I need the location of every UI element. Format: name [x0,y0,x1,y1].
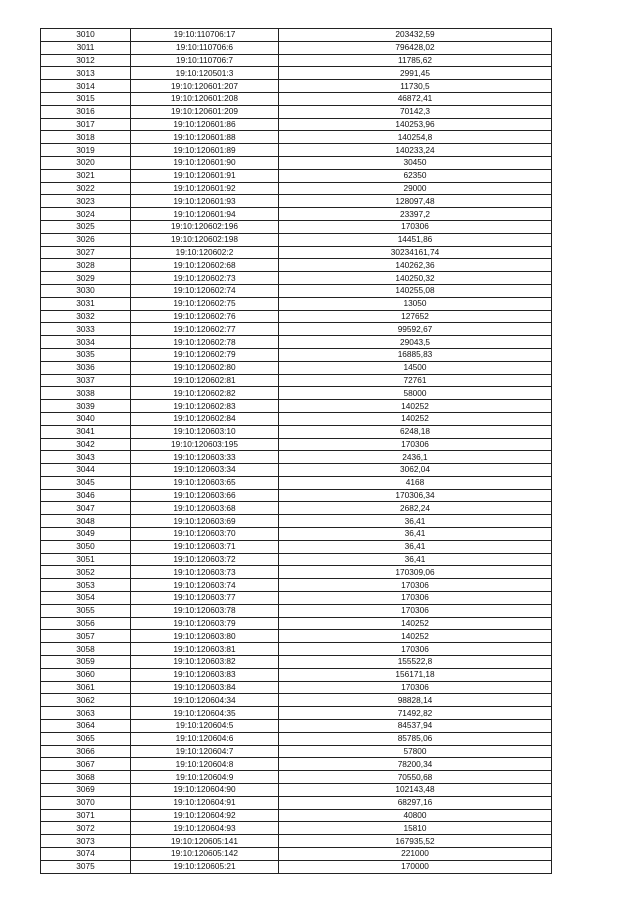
row-number-cell: 3044 [41,464,131,477]
value-cell: 170309,06 [279,566,552,579]
table-row [41,118,552,131]
value-cell: 30450 [279,156,552,169]
table-row [41,720,552,733]
row-number-cell: 3062 [41,694,131,707]
table-row [41,784,552,797]
row-number-cell: 3028 [41,259,131,272]
row-number-cell: 3014 [41,80,131,93]
cadastral-number-cell: 19:10:120604:92 [131,809,279,822]
value-cell: 6248,18 [279,425,552,438]
table-row [41,822,552,835]
cadastral-number-cell: 19:10:120605:142 [131,848,279,861]
cadastral-number-cell: 19:10:120603:71 [131,540,279,553]
value-cell: 2436,1 [279,451,552,464]
table-row [41,579,552,592]
cadastral-number-cell: 19:10:120603:74 [131,579,279,592]
cadastral-number-cell: 19:10:120603:34 [131,464,279,477]
value-cell: 140254,8 [279,131,552,144]
table-body [41,29,552,874]
cadastral-number-cell: 19:10:120604:93 [131,822,279,835]
value-cell: 170000 [279,860,552,873]
value-cell: 140262,36 [279,259,552,272]
value-cell: 23397,2 [279,208,552,221]
table-row [41,54,552,67]
value-cell: 140252 [279,617,552,630]
value-cell: 57800 [279,745,552,758]
row-number-cell: 3036 [41,361,131,374]
table-row [41,348,552,361]
value-cell: 140250,32 [279,272,552,285]
row-number-cell: 3035 [41,348,131,361]
table-row [41,412,552,425]
value-cell: 140233,24 [279,144,552,157]
table-row [41,796,552,809]
row-number-cell: 3049 [41,528,131,541]
row-number-cell: 3012 [41,54,131,67]
row-number-cell: 3021 [41,169,131,182]
row-number-cell: 3010 [41,29,131,42]
row-number-cell: 3016 [41,105,131,118]
value-cell: 72761 [279,374,552,387]
value-cell: 15810 [279,822,552,835]
value-cell: 68297,16 [279,796,552,809]
row-number-cell: 3013 [41,67,131,80]
table-row [41,515,552,528]
table-row [41,387,552,400]
value-cell: 29043,5 [279,336,552,349]
cadastral-number-cell: 19:10:120603:77 [131,592,279,605]
row-number-cell: 3070 [41,796,131,809]
value-cell: 99592,67 [279,323,552,336]
value-cell: 11730,5 [279,80,552,93]
value-cell: 170306 [279,643,552,656]
value-cell: 29000 [279,182,552,195]
row-number-cell: 3064 [41,720,131,733]
table-row [41,745,552,758]
value-cell: 170306 [279,220,552,233]
cadastral-number-cell: 19:10:120603:73 [131,566,279,579]
cadastral-number-cell: 19:10:120602:83 [131,400,279,413]
cadastral-number-cell: 19:10:120601:209 [131,105,279,118]
row-number-cell: 3033 [41,323,131,336]
cadastral-number-cell: 19:10:120603:82 [131,656,279,669]
cadastral-number-cell: 19:10:120602:84 [131,412,279,425]
table-row [41,668,552,681]
table-row [41,860,552,873]
table-row [41,540,552,553]
row-number-cell: 3024 [41,208,131,221]
cadastral-number-cell: 19:10:120602:82 [131,387,279,400]
value-cell: 170306 [279,604,552,617]
value-cell: 2991,45 [279,67,552,80]
row-number-cell: 3073 [41,835,131,848]
row-number-cell: 3048 [41,515,131,528]
table-row [41,502,552,515]
value-cell: 221000 [279,848,552,861]
row-number-cell: 3039 [41,400,131,413]
cadastral-number-cell: 19:10:120603:33 [131,451,279,464]
value-cell: 14500 [279,361,552,374]
cadastral-number-cell: 19:10:120602:198 [131,233,279,246]
cadastral-number-cell: 19:10:120601:90 [131,156,279,169]
row-number-cell: 3020 [41,156,131,169]
row-number-cell: 3011 [41,41,131,54]
value-cell: 140255,08 [279,284,552,297]
cadastral-number-cell: 19:10:120601:207 [131,80,279,93]
row-number-cell: 3023 [41,195,131,208]
table-row [41,195,552,208]
value-cell: 170306,34 [279,489,552,502]
value-cell: 203432,59 [279,29,552,42]
table-row [41,617,552,630]
row-number-cell: 3053 [41,579,131,592]
value-cell: 167935,52 [279,835,552,848]
cadastral-value-table [40,28,552,874]
row-number-cell: 3057 [41,630,131,643]
cadastral-number-cell: 19:10:120602:78 [131,336,279,349]
row-number-cell: 3058 [41,643,131,656]
cadastral-number-cell: 19:10:120601:92 [131,182,279,195]
table-row [41,310,552,323]
value-cell: 140253,96 [279,118,552,131]
value-cell: 796428,02 [279,41,552,54]
value-cell: 98828,14 [279,694,552,707]
table-row [41,438,552,451]
cadastral-number-cell: 19:10:120604:34 [131,694,279,707]
table-row [41,92,552,105]
cadastral-number-cell: 19:10:120603:69 [131,515,279,528]
value-cell: 14451,86 [279,233,552,246]
row-number-cell: 3037 [41,374,131,387]
row-number-cell: 3041 [41,425,131,438]
row-number-cell: 3065 [41,732,131,745]
cadastral-number-cell: 19:10:120601:86 [131,118,279,131]
row-number-cell: 3027 [41,246,131,259]
table-row [41,131,552,144]
row-number-cell: 3072 [41,822,131,835]
value-cell: 36,41 [279,515,552,528]
value-cell: 71492,82 [279,707,552,720]
table-row [41,29,552,42]
cadastral-number-cell: 19:10:120602:75 [131,297,279,310]
value-cell: 155522,8 [279,656,552,669]
table-row [41,592,552,605]
table-row [41,220,552,233]
cadastral-number-cell: 19:10:120602:76 [131,310,279,323]
row-number-cell: 3019 [41,144,131,157]
value-cell: 156171,18 [279,668,552,681]
cadastral-number-cell: 19:10:120601:88 [131,131,279,144]
table-row [41,681,552,694]
table-row [41,233,552,246]
table-row [41,707,552,720]
value-cell: 46872,41 [279,92,552,105]
table-row [41,182,552,195]
cadastral-number-cell: 19:10:110706:7 [131,54,279,67]
cadastral-number-cell: 19:10:120602:77 [131,323,279,336]
value-cell: 2682,24 [279,502,552,515]
value-cell: 13050 [279,297,552,310]
row-number-cell: 3051 [41,553,131,566]
cadastral-number-cell: 19:10:110706:6 [131,41,279,54]
table-row [41,374,552,387]
cadastral-number-cell: 19:10:120604:90 [131,784,279,797]
table-row [41,323,552,336]
cadastral-number-cell: 19:10:120605:141 [131,835,279,848]
row-number-cell: 3018 [41,131,131,144]
table-row [41,566,552,579]
cadastral-number-cell: 19:10:110706:17 [131,29,279,42]
value-cell: 58000 [279,387,552,400]
value-cell: 70142,3 [279,105,552,118]
row-number-cell: 3031 [41,297,131,310]
value-cell: 36,41 [279,528,552,541]
cadastral-number-cell: 19:10:120603:66 [131,489,279,502]
cadastral-number-cell: 19:10:120601:94 [131,208,279,221]
cadastral-number-cell: 19:10:120602:196 [131,220,279,233]
row-number-cell: 3034 [41,336,131,349]
table-row [41,41,552,54]
row-number-cell: 3052 [41,566,131,579]
table-row [41,771,552,784]
row-number-cell: 3075 [41,860,131,873]
cadastral-number-cell: 19:10:120603:78 [131,604,279,617]
row-number-cell: 3040 [41,412,131,425]
value-cell: 4168 [279,476,552,489]
row-number-cell: 3063 [41,707,131,720]
table-row [41,732,552,745]
cadastral-number-cell: 19:10:120603:83 [131,668,279,681]
cadastral-number-cell: 19:10:120603:80 [131,630,279,643]
table-row [41,156,552,169]
value-cell: 16885,83 [279,348,552,361]
row-number-cell: 3045 [41,476,131,489]
table-row [41,809,552,822]
row-number-cell: 3074 [41,848,131,861]
row-number-cell: 3030 [41,284,131,297]
cadastral-number-cell: 19:10:120602:80 [131,361,279,374]
row-number-cell: 3059 [41,656,131,669]
row-number-cell: 3029 [41,272,131,285]
value-cell: 170306 [279,438,552,451]
table-row [41,604,552,617]
value-cell: 84537,94 [279,720,552,733]
row-number-cell: 3047 [41,502,131,515]
table-row [41,489,552,502]
cadastral-number-cell: 19:10:120603:81 [131,643,279,656]
value-cell: 128097,48 [279,195,552,208]
value-cell: 127652 [279,310,552,323]
table-row [41,208,552,221]
cadastral-number-cell: 19:10:120603:84 [131,681,279,694]
cadastral-number-cell: 19:10:120603:72 [131,553,279,566]
cadastral-number-cell: 19:10:120603:68 [131,502,279,515]
cadastral-number-cell: 19:10:120601:89 [131,144,279,157]
row-number-cell: 3056 [41,617,131,630]
table-row [41,272,552,285]
row-number-cell: 3067 [41,758,131,771]
cadastral-number-cell: 19:10:120604:91 [131,796,279,809]
value-cell: 140252 [279,630,552,643]
cadastral-number-cell: 19:10:120501:3 [131,67,279,80]
cadastral-number-cell: 19:10:120602:79 [131,348,279,361]
table-row [41,758,552,771]
table-row [41,694,552,707]
cadastral-number-cell: 19:10:120604:5 [131,720,279,733]
value-cell: 170306 [279,579,552,592]
table-row [41,553,552,566]
value-cell: 170306 [279,681,552,694]
table-row [41,630,552,643]
table-row [41,848,552,861]
cadastral-number-cell: 19:10:120604:8 [131,758,279,771]
cadastral-number-cell: 19:10:120602:68 [131,259,279,272]
table-row [41,67,552,80]
row-number-cell: 3068 [41,771,131,784]
row-number-cell: 3043 [41,451,131,464]
cadastral-number-cell: 19:10:120602:73 [131,272,279,285]
row-number-cell: 3026 [41,233,131,246]
value-cell: 140252 [279,412,552,425]
cadastral-number-cell: 19:10:120603:65 [131,476,279,489]
table-row [41,451,552,464]
value-cell: 3062,04 [279,464,552,477]
table-row [41,169,552,182]
row-number-cell: 3066 [41,745,131,758]
table-row [41,336,552,349]
table-row [41,425,552,438]
value-cell: 102143,48 [279,784,552,797]
cadastral-number-cell: 19:10:120601:93 [131,195,279,208]
table-row [41,259,552,272]
table-row [41,464,552,477]
cadastral-number-cell: 19:10:120604:9 [131,771,279,784]
table-row [41,80,552,93]
table-row [41,643,552,656]
cadastral-number-cell: 19:10:120604:35 [131,707,279,720]
table-row [41,656,552,669]
value-cell: 140252 [279,400,552,413]
table-row [41,284,552,297]
value-cell: 78200,34 [279,758,552,771]
row-number-cell: 3060 [41,668,131,681]
cadastral-number-cell: 19:10:120604:6 [131,732,279,745]
row-number-cell: 3071 [41,809,131,822]
row-number-cell: 3038 [41,387,131,400]
cadastral-number-cell: 19:10:120603:10 [131,425,279,438]
value-cell: 36,41 [279,540,552,553]
table-row [41,297,552,310]
cadastral-number-cell: 19:10:120603:70 [131,528,279,541]
table-row [41,361,552,374]
cadastral-number-cell: 19:10:120603:79 [131,617,279,630]
value-cell: 70550,68 [279,771,552,784]
cadastral-number-cell: 19:10:120602:81 [131,374,279,387]
row-number-cell: 3032 [41,310,131,323]
table-row [41,835,552,848]
row-number-cell: 3054 [41,592,131,605]
row-number-cell: 3017 [41,118,131,131]
table-row [41,476,552,489]
table-row [41,144,552,157]
cadastral-number-cell: 19:10:120604:7 [131,745,279,758]
cadastral-number-cell: 19:10:120602:74 [131,284,279,297]
row-number-cell: 3022 [41,182,131,195]
row-number-cell: 3025 [41,220,131,233]
value-cell: 30234161,74 [279,246,552,259]
value-cell: 36,41 [279,553,552,566]
value-cell: 11785,62 [279,54,552,67]
table-row [41,528,552,541]
cadastral-number-cell: 19:10:120602:2 [131,246,279,259]
cadastral-number-cell: 19:10:120601:91 [131,169,279,182]
cadastral-number-cell: 19:10:120601:208 [131,92,279,105]
cadastral-number-cell: 19:10:120605:21 [131,860,279,873]
value-cell: 40800 [279,809,552,822]
value-cell: 85785,06 [279,732,552,745]
value-cell: 62350 [279,169,552,182]
row-number-cell: 3069 [41,784,131,797]
row-number-cell: 3050 [41,540,131,553]
table-row [41,400,552,413]
row-number-cell: 3015 [41,92,131,105]
cadastral-number-cell: 19:10:120603:195 [131,438,279,451]
row-number-cell: 3046 [41,489,131,502]
table-row [41,246,552,259]
row-number-cell: 3042 [41,438,131,451]
row-number-cell: 3061 [41,681,131,694]
row-number-cell: 3055 [41,604,131,617]
value-cell: 170306 [279,592,552,605]
table-row [41,105,552,118]
